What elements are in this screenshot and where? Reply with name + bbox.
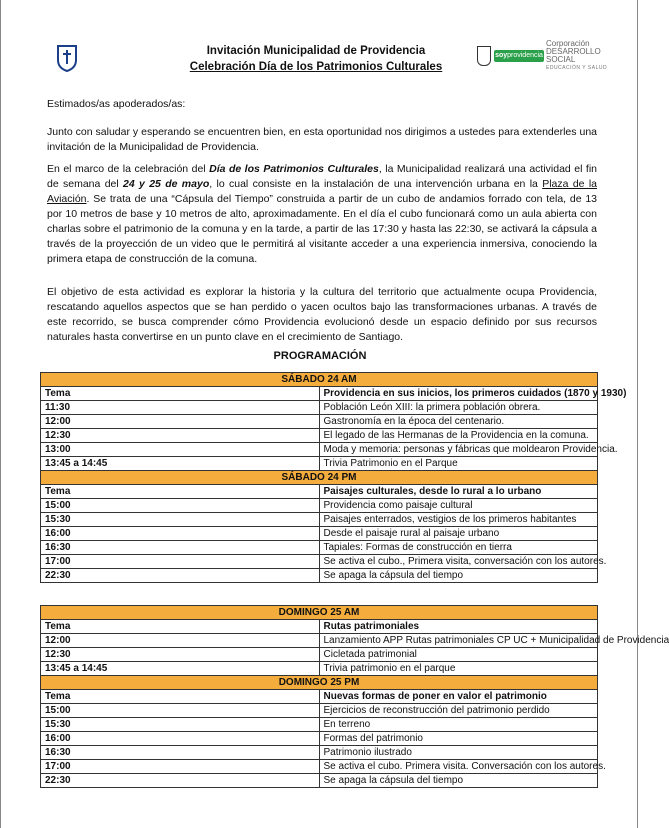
row-time: 12:00 — [41, 634, 320, 648]
table-row — [41, 569, 598, 583]
row-description: Desde el paisaje rural al paisaje urbano — [319, 527, 598, 541]
schedule-table-saturday — [40, 372, 627, 583]
section-title: SÁBADO 24 AM — [41, 373, 598, 387]
corporacion-logo: Corporación DESARROLLO SOCIAL EDUCACIÓN Y SALUD — [546, 39, 608, 71]
paragraph-intro: Junto con saludar y esperando se encuentren bien, en esta oportunidad nos dirigimos a ustedes para extenderles una invitación de la Municipalidad de Providencia. — [47, 126, 597, 153]
table-row — [41, 499, 598, 513]
table-row — [41, 746, 598, 760]
theme-title: Paisajes culturales, desde lo rural a lo urbano — [319, 485, 598, 499]
row-description: Trivia patrimonio en el parque — [319, 662, 598, 676]
row-description: Se apaga la cápsula del tiempo — [319, 569, 598, 583]
table-row — [41, 415, 598, 429]
table-row — [41, 648, 598, 662]
table-row — [41, 704, 598, 718]
tema-label: Tema — [41, 387, 320, 401]
section-title: DOMINGO 25 AM — [41, 606, 598, 620]
row-time: 13:00 — [41, 443, 320, 457]
schedule-table-sunday — [40, 605, 669, 788]
row-time: 15:00 — [41, 704, 320, 718]
table-row — [41, 718, 598, 732]
row-description: Ejercicios de reconstrucción del patrimonio perdido — [319, 704, 598, 718]
row-description: Formas del patrimonio — [319, 732, 598, 746]
row-description: Tapiales: Formas de construcción en tierra — [319, 541, 598, 555]
row-time: 11:30 — [41, 401, 320, 415]
title-line-1: Invitación Municipalidad de Providencia — [206, 45, 426, 57]
row-time: 17:00 — [41, 555, 320, 569]
theme-row — [41, 690, 598, 704]
schedule-section-header — [41, 471, 598, 485]
row-description: Población León XIII: la primera población obrera. — [319, 401, 598, 415]
row-description: Patrimonio ilustrado — [319, 746, 598, 760]
table-row — [41, 774, 598, 788]
row-description: El legado de las Hermanas de la Providencia en la comuna. — [319, 429, 598, 443]
table-row — [41, 443, 598, 457]
row-time: 22:30 — [41, 774, 320, 788]
theme-row — [41, 387, 598, 401]
programacion-heading: PROGRAMACIÓN — [273, 350, 367, 362]
row-time: 12:00 — [41, 415, 320, 429]
row-time: 15:30 — [41, 513, 320, 527]
theme-title: Providencia en sus inicios, los primeros cuidados (1870 y 1930) — [319, 387, 598, 401]
row-time: 17:00 — [41, 760, 320, 774]
row-time: 16:00 — [41, 732, 320, 746]
row-description: Se activa el cubo. Primera visita. Conversación con los autores. — [319, 760, 598, 774]
schedule-section-header — [41, 606, 598, 620]
row-time: 12:30 — [41, 648, 320, 662]
row-time: 16:30 — [41, 746, 320, 760]
tema-label: Tema — [41, 690, 320, 704]
row-description: Trivia Patrimonio en el Parque — [319, 457, 598, 471]
table-row — [41, 541, 598, 555]
row-description: Moda y memoria: personas y fábricas que moldearon Providencia. — [319, 443, 598, 457]
theme-row — [41, 620, 598, 634]
tema-label: Tema — [41, 620, 320, 634]
table-row — [41, 732, 598, 746]
row-time: 15:00 — [41, 499, 320, 513]
row-time: 13:45 a 14:45 — [41, 662, 320, 676]
row-description: Gastronomía en la época del centenario. — [319, 415, 598, 429]
title-line-2: Celebración Día de los Patrimonios Culturales — [189, 61, 443, 73]
table-row — [41, 429, 598, 443]
logos-group — [474, 40, 624, 76]
paragraph-event: En el marco de la celebración del Día de los Patrimonios Culturales, la Municipalidad realizará una actividad el fin de semana del 24 y 25 de mayo, lo cual consiste en la instalación de una intervención urbana en la Plaza de la Aviación. Se trata de una “Cápsula del Tiempo” construida a partir de un cubo de andamios forrado con tela, de 13 por 10 metros de base y 10 metros de alto, aproximadamente. En el día el cubo funcionará como un aula abierta con charlas sobre el patrimonio de la comuna y en la tarde, a partir de las 17:30 y hasta las 22:30, se activará la cápsula a través de la proyección de un video que le permitirá al visitante acceder a una experiencia inmersiva, conociendo la primera etapa de construcción de la comuna. — [47, 163, 597, 265]
municipal-shield-icon — [477, 46, 491, 66]
table-row — [41, 527, 598, 541]
school-crest-icon — [56, 44, 78, 72]
row-time: 12:30 — [41, 429, 320, 443]
row-time: 22:30 — [41, 569, 320, 583]
row-time: 16:30 — [41, 541, 320, 555]
table-row — [41, 513, 598, 527]
table-row — [41, 401, 598, 415]
table-row — [41, 457, 598, 471]
greeting: Estimados/as apoderados/as: — [47, 98, 186, 110]
table-row — [41, 555, 598, 569]
row-description: En terreno — [319, 718, 598, 732]
row-description: Cicletada patrimonial — [319, 648, 598, 662]
theme-title: Rutas patrimoniales — [319, 620, 598, 634]
letter-title — [151, 43, 481, 75]
row-description: Paisajes enterrados, vestigios de los primeros habitantes — [319, 513, 598, 527]
row-time: 13:45 a 14:45 — [41, 457, 320, 471]
section-title: DOMINGO 25 PM — [41, 676, 598, 690]
schedule-section-header — [41, 676, 598, 690]
soyprovidencia-logo: soyprovidencia — [494, 50, 544, 62]
table-row — [41, 634, 598, 648]
tema-label: Tema — [41, 485, 320, 499]
section-title: SÁBADO 24 PM — [41, 471, 598, 485]
row-description: Providencia como paisaje cultural — [319, 499, 598, 513]
theme-row — [41, 485, 598, 499]
table-row — [41, 760, 598, 774]
paragraph-objective: El objetivo de esta actividad es explorar la historia y la cultura del territorio que actualmente ocupa Providencia, rescatando aquellos aspectos que se han perdido o yacen ocultos bajo las transformaciones urbanas. A través de este recorrido, se busca comprender cómo Providencia evolucionó desde un espacio definido por sus recursos naturales hasta convertirse en un punto clave en el crecimiento de Santiago. — [47, 286, 597, 343]
row-description: Se apaga la cápsula del tiempo — [319, 774, 598, 788]
row-description: Se activa el cubo., Primera visita, conversación con los autores. — [319, 555, 598, 569]
theme-title: Nuevas formas de poner en valor el patrimonio — [319, 690, 598, 704]
row-time: 15:30 — [41, 718, 320, 732]
table-row — [41, 662, 598, 676]
row-time: 16:00 — [41, 527, 320, 541]
row-description: Lanzamiento APP Rutas patrimoniales CP UC + Municipalidad de Providencia — [319, 634, 598, 648]
schedule-section-header — [41, 373, 598, 387]
